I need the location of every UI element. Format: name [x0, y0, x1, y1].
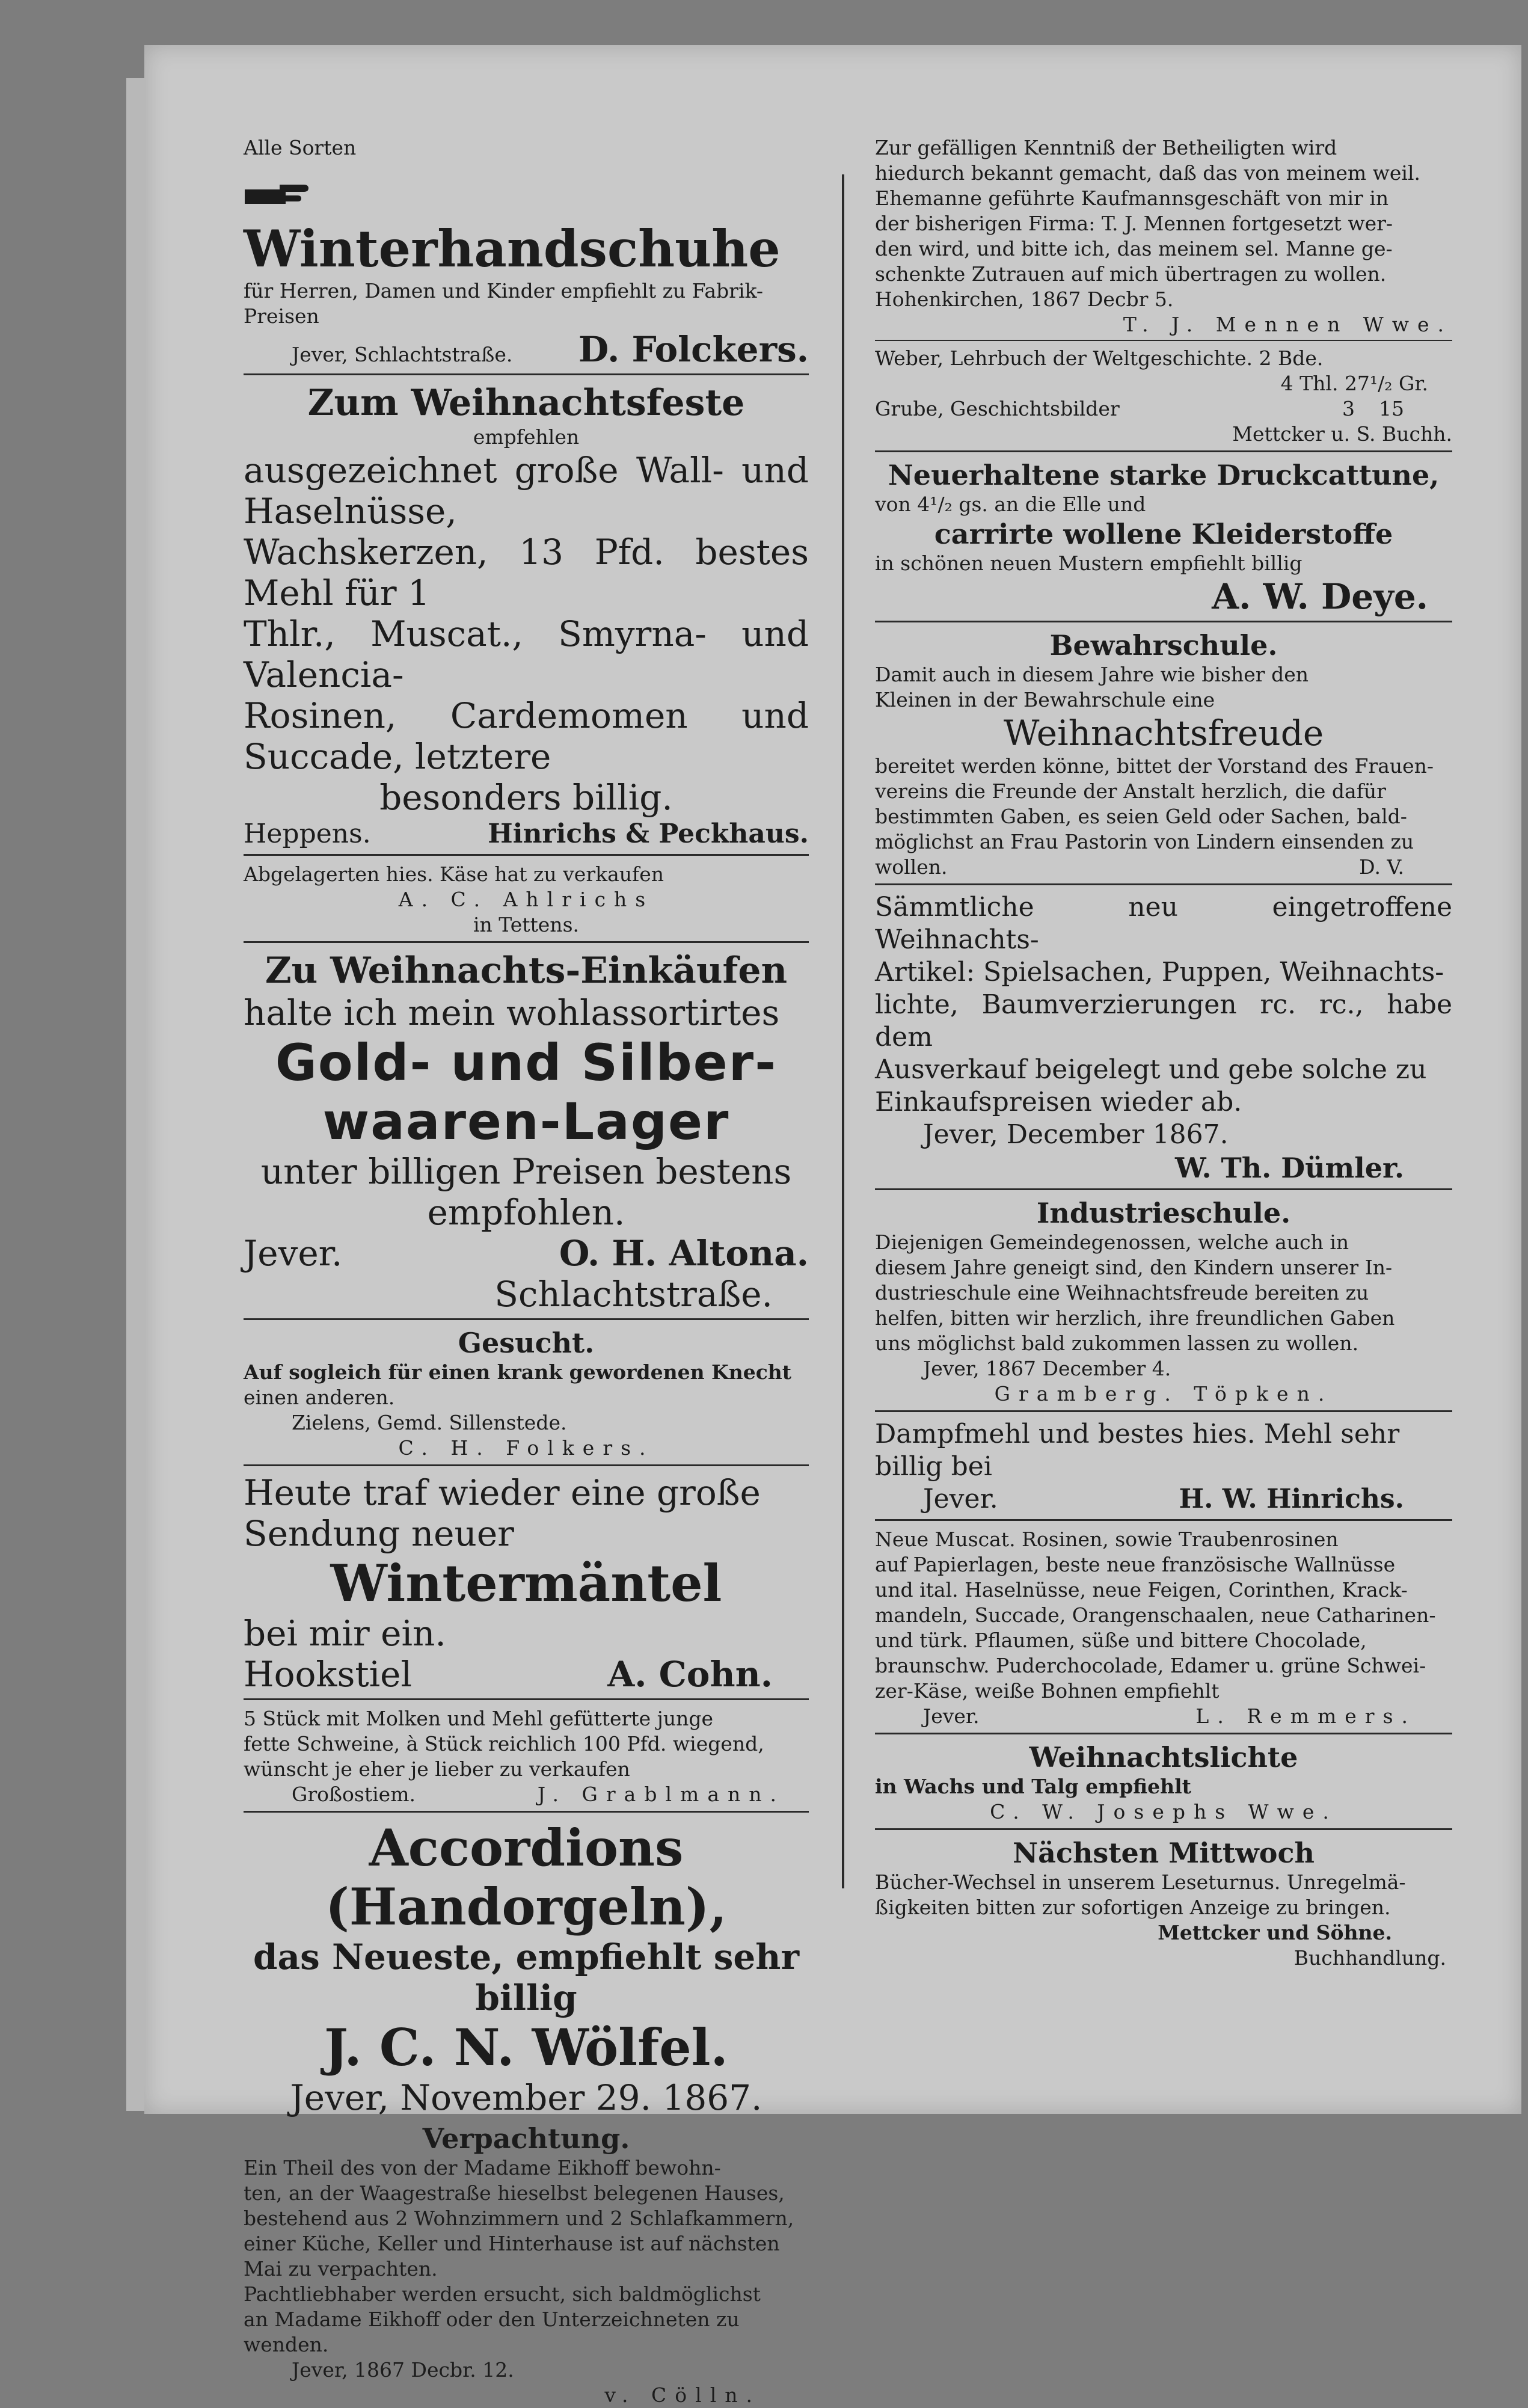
ad-line: und ital. Haselnüsse, neue Feigen, Corinthen, Krack- [875, 1578, 1408, 1602]
ad-line: bestehend aus 2 Wohnzimmern und 2 Schlafkammern, [244, 2207, 794, 2230]
ad-line: Zur gefälligen Kenntniß der Betheiligten wird [875, 136, 1337, 159]
divider [244, 1698, 809, 1700]
ad-date: Hohenkirchen, 1867 Decbr 5. [875, 287, 1174, 311]
ad-schweine [244, 1706, 809, 1807]
ad-line: uns möglichst bald zukommen lassen zu wollen. [875, 1331, 1359, 1355]
ad-place: Jever. [923, 1704, 980, 1728]
ad-title: Wintermäntel [330, 1553, 722, 1613]
ad-line: von 4¹/₂ gs. an die Elle und [875, 493, 1146, 516]
ad-street: Schlachtstraße. [494, 1274, 773, 1315]
ad-line: wenden. [244, 2333, 329, 2356]
ad-line: schenkte Zutrauen auf mich übertragen zu wollen. [875, 262, 1387, 286]
ad-title: Weihnachtslichte [1029, 1741, 1298, 1774]
ad-date: Jever, November 29. 1867. [290, 2077, 762, 2118]
ad-line: einer Küche, Keller und Hinterhause ist auf nächsten [244, 2232, 780, 2255]
ad-line: 5 Stück mit Molken und Mehl gefütterte junge [244, 1707, 714, 1730]
ad-bewahrschule [875, 628, 1452, 880]
ad-title: (Handorgeln), [325, 1877, 727, 1937]
ad-line: Auf sogleich für einen krank gewordenen Knecht [244, 1360, 792, 1384]
divider [244, 1464, 809, 1466]
ad-line: zer-Käse, weiße Bohnen empfiehlt [875, 1679, 1220, 1703]
divider [875, 621, 1452, 622]
ad-weihnachtsfeste [244, 381, 809, 850]
ad-place: Jever. [923, 1484, 998, 1514]
ad-mennen [875, 135, 1452, 337]
ad-title: Industrieschule. [1036, 1197, 1291, 1229]
ad-line: Kleinen in der Bewahrschule eine [875, 688, 1215, 711]
ad-signature: Mettcker u. S. Buchh. [1232, 422, 1452, 446]
ad-place: Jever, Schlachtstraße. [292, 343, 513, 366]
ad-line: Thlr., Muscat., Smyrna- und Valencia- [244, 613, 809, 695]
ad-signature: D. Folckers. [578, 329, 809, 370]
ad-gesucht [244, 1326, 809, 1461]
ad-lesezirkel [875, 1836, 1452, 1971]
ad-line: Pachtliebhaber werden ersucht, sich baldmöglichst [244, 2282, 761, 2306]
ad-line: Weber, Lehrbuch der Weltgeschichte. 2 Bde. [875, 346, 1324, 370]
ad-line: an Madame Eikhoff oder den Unterzeichneten zu [244, 2308, 740, 2331]
ad-line: Bücher-Wechsel in unserem Leseturnus. Unregelmä- [875, 1870, 1406, 1894]
ad-industrieschule [875, 1196, 1452, 1407]
ad-wintermaentel [244, 1472, 809, 1695]
ad-line: Grube, Geschichtsbilder [875, 397, 1120, 420]
divider [244, 373, 809, 375]
ad-title: Nächsten Mittwoch [1013, 1837, 1315, 1869]
column-divider [842, 174, 844, 1888]
divider [875, 1519, 1452, 1521]
ad-line: bestimmten Gaben, es seien Geld oder Sachen, bald- [875, 805, 1407, 828]
divider [875, 1733, 1452, 1734]
ad-signature: Gramberg. Töpken. [994, 1382, 1333, 1405]
ad-price: 3 [1342, 397, 1355, 420]
ad-line: unter billigen Preisen bestens empfohlen. [260, 1151, 792, 1233]
divider [875, 1188, 1452, 1190]
ad-line: Heute traf wieder eine große [244, 1472, 761, 1513]
ad-line: Sämmtliche neu eingetroffene Weihnachts- [875, 892, 1452, 955]
ad-signature: J. Grablmann. [537, 1783, 785, 1806]
ad-big-title: Gold- und Silber- [275, 1033, 778, 1092]
ad-signature: Buchhandlung. [1293, 1946, 1446, 1970]
ad-title: Accordions [369, 1818, 684, 1878]
divider [875, 450, 1452, 452]
ad-signature: L. Remmers. [1195, 1704, 1416, 1728]
ad-title: Gesucht. [458, 1327, 595, 1359]
ad-signature: W. Th. Dümler. [1174, 1152, 1404, 1184]
ad-verpachtung [244, 2122, 809, 2408]
ad-place: Heppens. [244, 819, 371, 849]
ad-winterhandschuhe [244, 135, 809, 370]
right-column [875, 135, 1452, 1971]
divider [875, 1828, 1452, 1830]
left-column [244, 135, 809, 2408]
ad-sub: carrirte wollene Kleiderstoffe [934, 518, 1393, 550]
ad-line: helfen, bitten wir herzlich, ihre freundlichen Gaben [875, 1306, 1395, 1330]
ad-line: fette Schweine, à Stück reichlich 100 Pfd. wiegend, [244, 1732, 764, 1755]
ad-line: diesem Jahre geneigt sind, den Kindern unserer In- [875, 1256, 1393, 1279]
ad-date: Jever, December 1867. [923, 1119, 1229, 1150]
ad-accordions [244, 1819, 809, 2118]
ad-signature: A. C. Ahlrichs [398, 888, 654, 911]
ad-line: Neue Muscat. Rosinen, sowie Traubenrosinen [875, 1528, 1339, 1551]
ad-signature: Hinrichs & Peckhaus. [488, 819, 809, 849]
ad-price: 15 [1379, 397, 1404, 420]
ad-line: Preisen [244, 304, 319, 328]
ad-line: dustrieschule eine Weihnachtsfreude bereiten zu [875, 1281, 1369, 1304]
ad-signature: H. W. Hinrichs. [1179, 1484, 1404, 1514]
ad-place: in Tettens. [473, 913, 579, 936]
divider [244, 854, 809, 856]
ad-title: Zum Weihnachtsfeste [307, 382, 745, 424]
ad-line: lichte, Baumverzierungen rc. rc., habe dem [875, 989, 1452, 1052]
ad-line: der bisherigen Firma: T. J. Mennen fortgesetzt wer- [875, 212, 1393, 235]
ad-line: Mai zu verpachten. [244, 2257, 438, 2281]
divider [244, 941, 809, 943]
ad-pre: Alle Sorten [244, 136, 357, 159]
ad-line: ausgezeichnet große Wall- und Haselnüsse, [244, 450, 809, 532]
ad-line: für Herren, Damen und Kinder empfiehlt zu Fabrik- [244, 279, 764, 303]
ad-big-title: waaren-Lager [322, 1092, 730, 1151]
divider [875, 883, 1452, 885]
ad-line: einen anderen. [244, 1386, 395, 1409]
ad-line: Rosinen, Cardemomen und Succade, letztere [244, 695, 809, 777]
ad-kaese [244, 862, 809, 938]
ad-sub: halte ich mein wohlassortirtes [244, 992, 780, 1033]
ad-druckcattune [875, 458, 1452, 617]
ad-title: Neuerhaltene starke Druckcattune, [888, 459, 1440, 491]
ad-price: 4 Thl. 27¹/₂ Gr. [1280, 372, 1428, 395]
ad-line: in Wachs und Talg empfiehlt [875, 1775, 1191, 1798]
ad-line: Dampfmehl und bestes hies. Mehl sehr [875, 1419, 1400, 1449]
ad-line: ßigkeiten bitten zur sofortigen Anzeige zu bringen. [875, 1896, 1391, 1919]
ad-line: besonders billig. [379, 777, 673, 818]
divider [875, 1410, 1452, 1412]
ad-place: Hookstiel [244, 1654, 413, 1695]
divider [244, 1811, 809, 1813]
ad-line: wollen. [875, 855, 948, 879]
ad-signature: C. H. Folkers. [398, 1436, 654, 1460]
ad-line: Ausverkauf beigelegt und gebe solche zu [875, 1054, 1427, 1085]
ad-line: in schönen neuen Mustern empfiehlt billig [875, 551, 1302, 575]
ad-signature: A. Cohn. [607, 1654, 773, 1695]
ad-line: Abgelagerten hies. Käse hat zu verkaufen [244, 862, 664, 886]
ad-place: Zielens, Gemd. Sillenstede. [292, 1411, 567, 1434]
ad-line: und türk. Pflaumen, süße und bittere Chocolade, [875, 1629, 1367, 1652]
ad-signature: Mettcker und Söhne. [1158, 1921, 1392, 1944]
ad-line: Wachskerzen, 13 Pfd. bestes Mehl für 1 [244, 532, 809, 613]
ad-remmers [875, 1527, 1452, 1729]
ad-signature: v. Cölln. [604, 2383, 761, 2407]
ad-signature: A. W. Deye. [1212, 576, 1428, 617]
ad-sub: empfehlen [473, 425, 580, 449]
ad-line: bei mir ein. [244, 1613, 446, 1654]
divider [875, 340, 1452, 341]
ad-line: Ein Theil des von der Madame Eikhoff bewohn- [244, 2156, 721, 2179]
ad-line: den wird, und bitte ich, das meinem sel. Manne ge- [875, 237, 1393, 260]
ad-place: Jever. [244, 1233, 343, 1274]
ad-gold-silber [244, 949, 809, 1315]
ad-line: vereins die Freunde der Anstalt herzlich, die dafür [875, 779, 1386, 803]
ad-signature: T. J. Mennen Wwe. [1123, 313, 1452, 336]
ad-date: Jever, 1867 December 4. [923, 1357, 1171, 1380]
ad-place: Großostiem. [292, 1783, 416, 1806]
ad-signature: D. V. [1359, 855, 1404, 879]
ad-signature: J. C. N. Wölfel. [324, 2018, 728, 2077]
ad-buecher [875, 346, 1452, 447]
ad-line: ten, an der Waagestraße hieselbst belegenen Hauses, [244, 2181, 785, 2205]
ad-signature: O. H. Altona. [559, 1233, 809, 1274]
ad-line: billig bei [875, 1451, 992, 1482]
ad-line: wünscht je eher je lieber zu verkaufen [244, 1757, 630, 1781]
ad-line: auf Papierlagen, beste neue französische Wallnüsse [875, 1553, 1396, 1576]
ad-weihnachtslichte [875, 1740, 1452, 1825]
ad-line: das Neueste, empfiehlt sehr billig [253, 1937, 800, 2018]
ad-big: Weihnachtsfreude [1003, 713, 1324, 754]
ad-title: Bewahrschule. [1049, 629, 1278, 662]
ad-line: Diejenigen Gemeindegenossen, welche auch in [875, 1230, 1349, 1254]
ad-line: möglichst an Frau Pastorin von Lindern einsenden zu [875, 830, 1414, 853]
pointing-hand-icon [244, 182, 310, 206]
ad-signature: C. W. Josephs Wwe. [990, 1800, 1337, 1823]
ad-line: mandeln, Succade, Orangenschaalen, neue Catharinen- [875, 1603, 1436, 1627]
ad-line: Ehemanne geführte Kaufmannsgeschäft von mir in [875, 186, 1389, 210]
ad-line: hiedurch bekannt gemacht, daß das von meinem weil. [875, 161, 1421, 185]
ad-title: Verpachtung. [422, 2122, 630, 2155]
ad-line: Damit auch in diesem Jahre wie bisher den [875, 663, 1309, 686]
ad-line: bereitet werden könne, bittet der Vorstand des Frauen- [875, 754, 1434, 778]
ad-line: braunschw. Puderchocolade, Edamer u. grüne Schwei- [875, 1654, 1426, 1677]
divider [244, 1318, 809, 1320]
ad-title: Zu Weihnachts-Einkäufen [265, 950, 788, 992]
ad-date: Jever, 1867 Decbr. 12. [292, 2358, 514, 2382]
ad-title: Winterhandschuhe [244, 161, 809, 278]
ad-line: Einkaufspreisen wieder ab. [875, 1087, 1242, 1117]
ad-hinrichs [875, 1418, 1452, 1516]
ad-line: Sendung neuer [244, 1513, 514, 1554]
ad-line: Artikel: Spielsachen, Puppen, Weihnachts- [875, 957, 1444, 987]
ad-duemler [875, 891, 1452, 1185]
